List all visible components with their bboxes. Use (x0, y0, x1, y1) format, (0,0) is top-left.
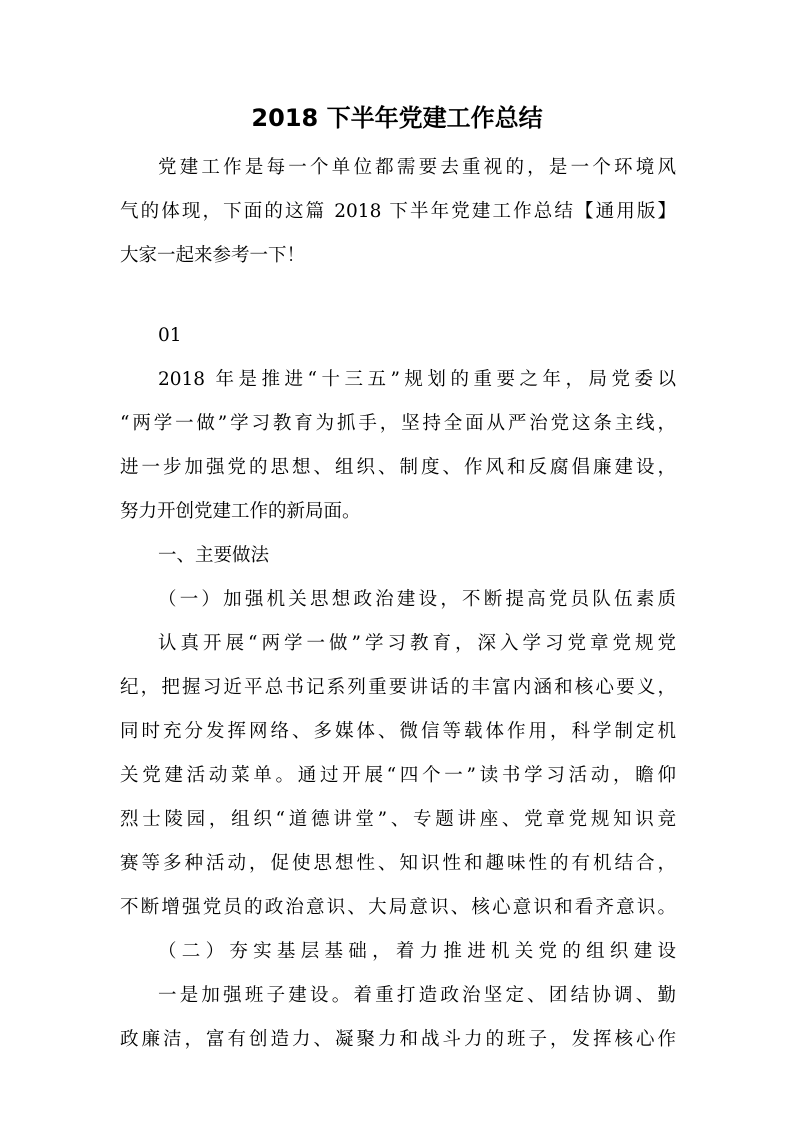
paragraph-line: 赛等多种活动，促使思想性、知识性和趣味性的有机结合， (120, 853, 676, 874)
paragraph-line: 一是加强班子建设。着重打造政治坚定、团结协调、勤 (158, 985, 676, 1006)
subsection-heading: （一）加强机关思想政治建设，不断提高党员队伍素质 (158, 589, 676, 610)
paragraph-line: 党建工作是每一个单位都需要去重视的，是一个环境风 (158, 157, 676, 178)
paragraph-line: 关党建活动菜单。通过开展“四个一”读书学习活动，瞻仰 (120, 765, 676, 786)
paragraph-line: 努力开创党建工作的新局面。 (120, 501, 361, 522)
subsection-heading: （二）夯实基层基础，着力推进机关党的组织建设 (158, 941, 676, 962)
paragraph-line: 纪，把握习近平总书记系列重要讲话的丰富内涵和核心要义， (120, 677, 676, 698)
section-heading: 一、主要做法 (158, 545, 270, 566)
paragraph-line: 政廉洁，富有创造力、凝聚力和战斗力的班子，发挥核心作 (120, 1029, 676, 1050)
section-number: 01 (158, 325, 182, 346)
paragraph-line: 2018 年是推进“十三五”规划的重要之年，局党委以 (158, 369, 676, 390)
paragraph-line: 不断增强党员的政治意识、大局意识、核心意识和看齐意识。 (120, 897, 676, 918)
paragraph-line: 大家一起来参考一下！ (120, 245, 306, 266)
paragraph-line: 烈士陵园，组织“道德讲堂”、专题讲座、党章党规知识竞 (120, 809, 676, 830)
paragraph-line: 气的体现，下面的这篇 2018 下半年党建工作总结【通用版】 (120, 201, 676, 222)
paragraph-line: “两学一做”学习教育为抓手，坚持全面从严治党这条主线， (120, 413, 676, 434)
paragraph-line: 进一步加强党的思想、组织、制度、作风和反腐倡廉建设， (120, 457, 676, 478)
document-title: 2018 下半年党建工作总结 (251, 104, 543, 132)
paragraph-line: 同时充分发挥网络、多媒体、微信等载体作用，科学制定机 (120, 721, 676, 742)
paragraph-line: 认真开展“两学一做”学习教育，深入学习党章党规党 (158, 633, 676, 654)
